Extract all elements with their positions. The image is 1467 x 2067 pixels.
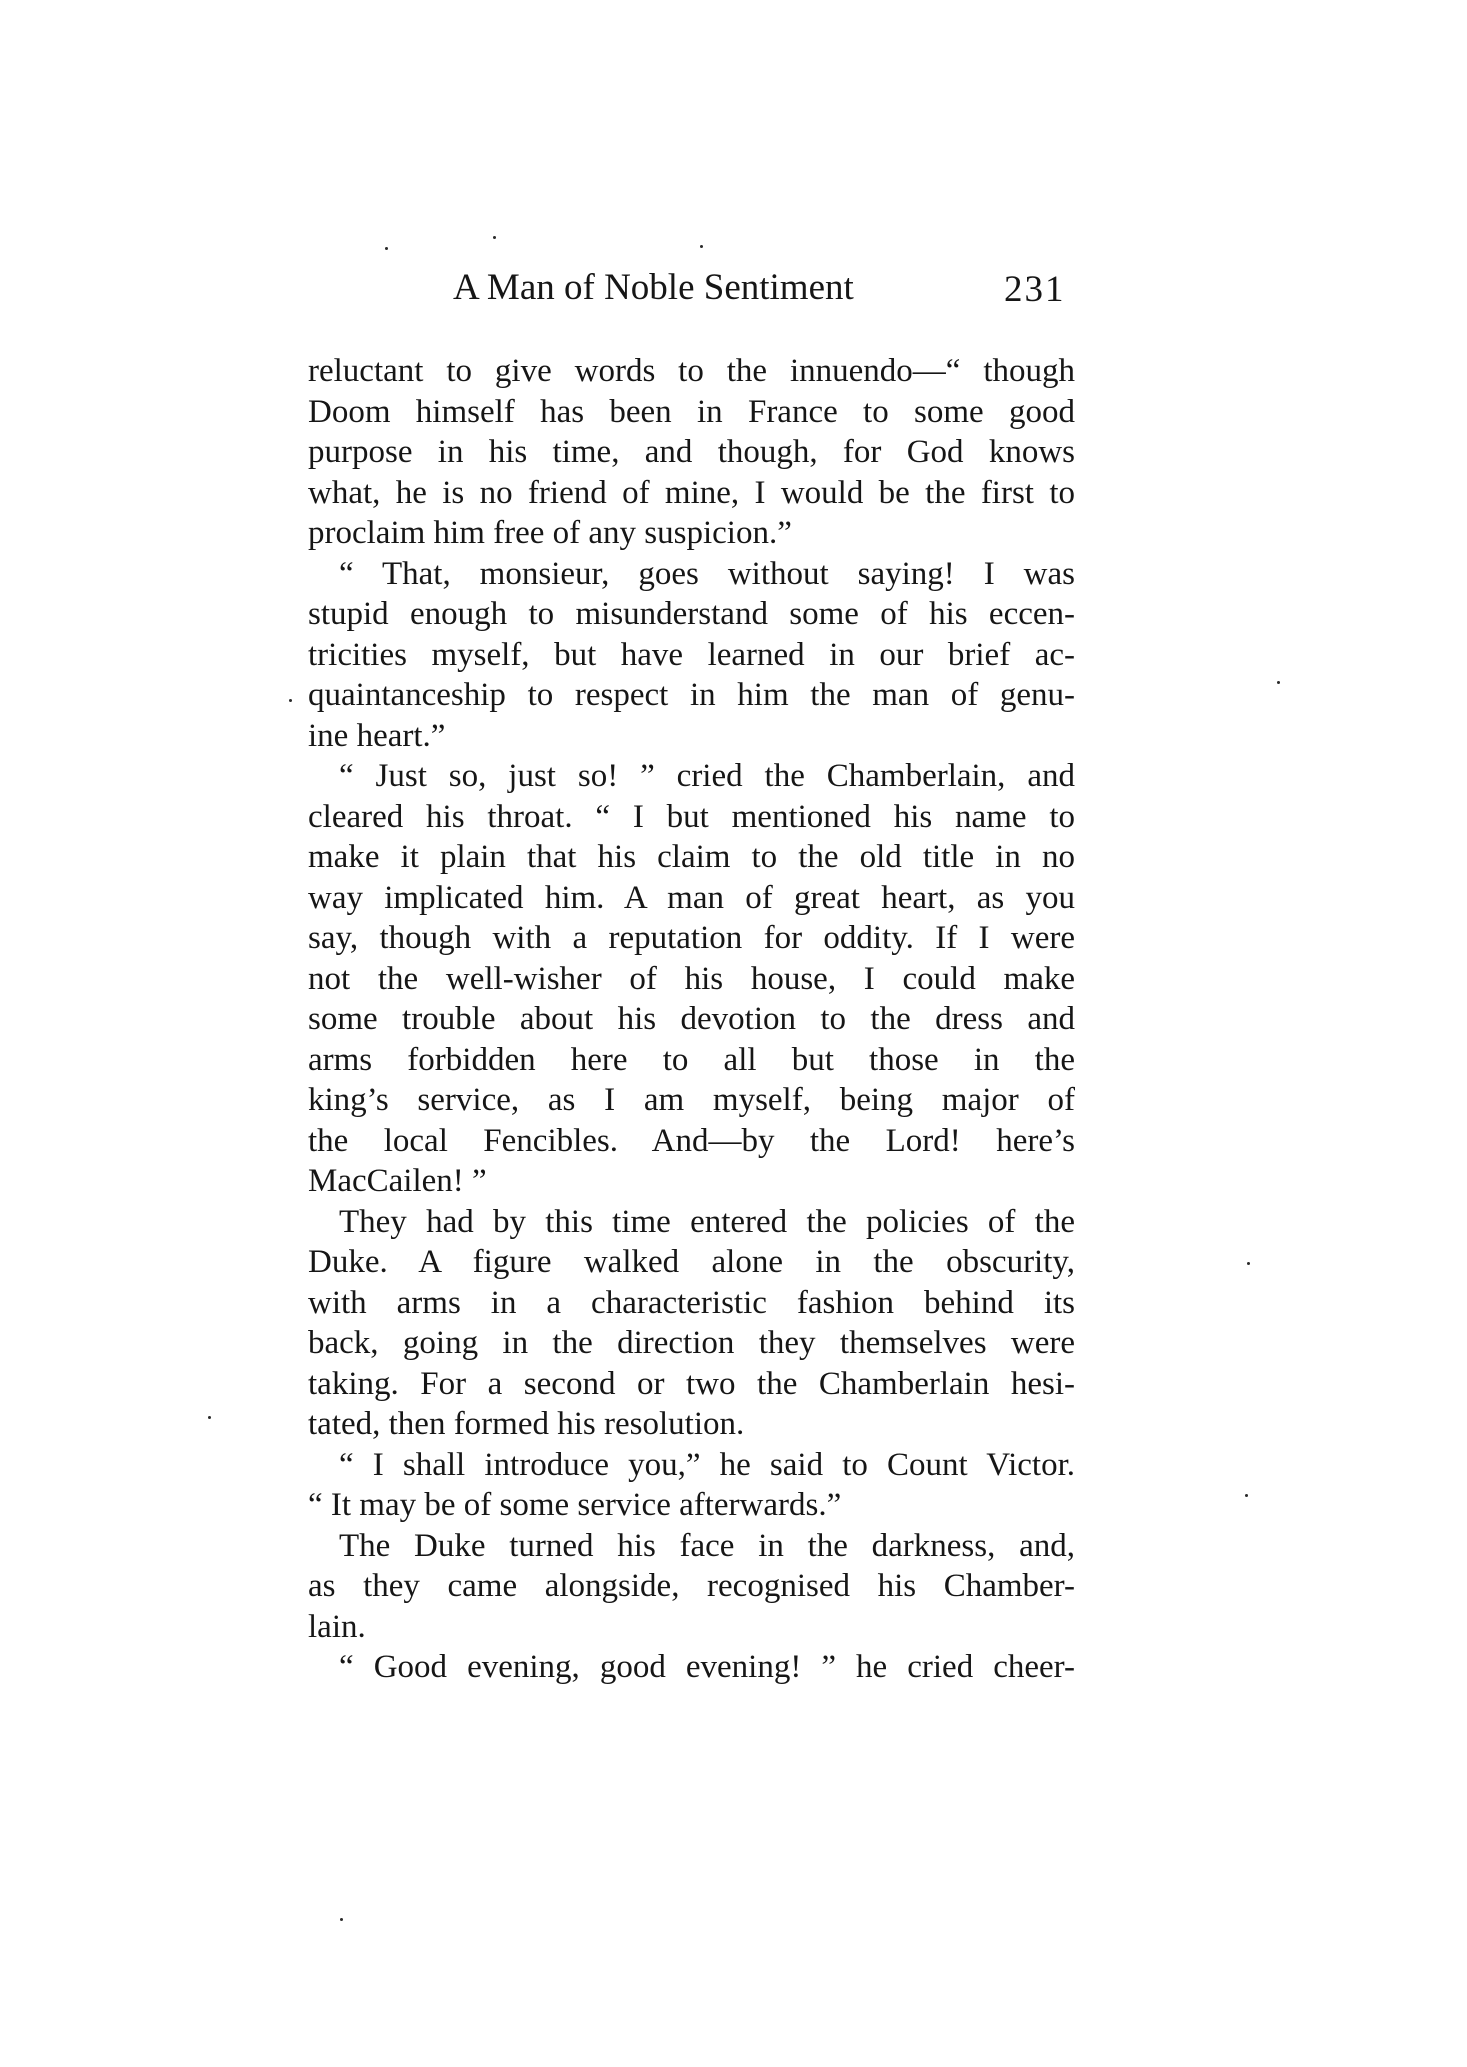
text-line: as they came alongside, recognised his Chamber- <box>308 1568 1075 1604</box>
text-line: MacCailen! ” <box>308 1163 487 1199</box>
text-line: ine heart.” <box>308 717 446 754</box>
scan-speck <box>1245 1494 1248 1497</box>
text-line: stupid enough to misunderstand some of his eccen- <box>308 596 1075 632</box>
text-line: arms forbidden here to all but those in the <box>308 1041 1075 1078</box>
text-line: tated, then formed his resolution. <box>308 1406 745 1442</box>
scan-speck <box>340 1918 343 1921</box>
scan-speck <box>289 699 292 702</box>
scan-speck <box>493 236 496 239</box>
text-line: They had by this time entered the policies of the <box>339 1203 1075 1240</box>
text-line: some trouble about his devotion to the dress and <box>308 1001 1075 1037</box>
text-line: taking. For a second or two the Chamberlain hesi- <box>308 1365 1075 1402</box>
text-line: The Duke turned his face in the darkness, and, <box>339 1527 1075 1564</box>
scan-speck <box>1247 1262 1250 1265</box>
text-line: king’s service, as I am myself, being major of <box>308 1082 1075 1118</box>
text-line: “ I shall introduce you,” he said to Count Victor. <box>339 1446 1075 1483</box>
text-line: the local Fencibles. And—by the Lord! here’s <box>308 1122 1075 1159</box>
running-title: A Man of Noble Sentiment <box>453 267 854 308</box>
text-line: proclaim him free of any suspicion.” <box>308 515 792 551</box>
text-line: not the well-wisher of his house, I could make <box>308 960 1075 997</box>
text-line: lain. <box>308 1608 366 1645</box>
text-line: purpose in his time, and though, for God knows <box>308 434 1075 470</box>
scan-speck <box>700 245 703 248</box>
text-line: “ That, monsieur, goes without saying! I was <box>339 555 1075 592</box>
text-line: tricities myself, but have learned in our brief ac- <box>308 636 1075 673</box>
text-line: what, he is no friend of mine, I would be the first to <box>308 474 1075 511</box>
text-line: “ Good evening, good evening! ” he cried cheer- <box>339 1649 1075 1685</box>
scan-speck <box>385 247 388 250</box>
body-text <box>308 351 1075 1688</box>
page-number: 231 <box>1004 269 1066 310</box>
text-line: make it plain that his claim to the old title in no <box>308 839 1075 875</box>
scan-speck <box>208 1416 211 1419</box>
text-line: with arms in a characteristic fashion behind its <box>308 1284 1075 1321</box>
text-line: back, going in the direction they themselves were <box>308 1325 1075 1361</box>
text-line: quaintanceship to respect in him the man of genu- <box>308 677 1075 713</box>
text-line: say, though with a reputation for oddity. If I were <box>308 920 1075 956</box>
text-line: “ It may be of some service afterwards.” <box>308 1487 842 1523</box>
text-line: reluctant to give words to the innuendo—“ though <box>308 353 1075 389</box>
text-line: way implicated him. A man of great heart, as you <box>308 879 1075 916</box>
text-line: Doom himself has been in France to some good <box>308 393 1075 430</box>
text-line: cleared his throat. “ I but mentioned his name to <box>308 798 1075 835</box>
text-line: “ Just so, just so! ” cried the Chamberlain, and <box>339 758 1075 794</box>
text-line: Duke. A figure walked alone in the obscurity, <box>308 1244 1075 1280</box>
scan-speck <box>1277 681 1280 684</box>
